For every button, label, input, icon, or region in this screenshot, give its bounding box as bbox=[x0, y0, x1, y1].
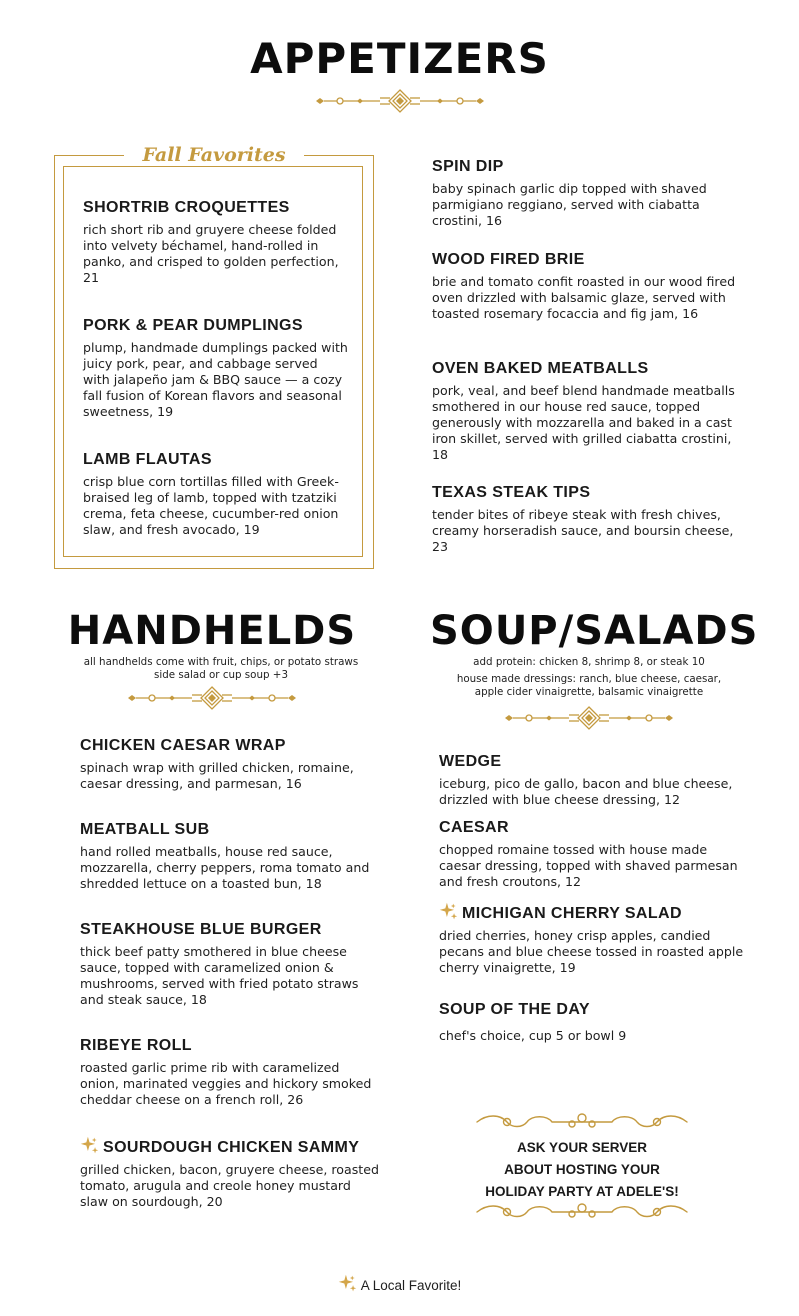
item-title bbox=[80, 1136, 380, 1158]
appetizers-divider-icon bbox=[310, 89, 490, 113]
handhelds-note-upgrade: side salad or cup soup +3 bbox=[153, 669, 288, 681]
item-description: brie and tomato confit roasted in our wood fired oven drizzled with balsamic glaze, served with toasted rosemary focaccia and fig jam, 16 bbox=[432, 274, 736, 321]
sparkle-icon bbox=[338, 1274, 357, 1293]
salad-item-caesar bbox=[439, 818, 744, 890]
item-title-text: SOURDOUGH CHICKEN SAMMY bbox=[103, 1139, 360, 1156]
item-description: chopped romaine tossed with house made caesar dressing, topped with shaved parmesan and fresh croutons, 12 bbox=[439, 842, 738, 889]
item-title: MEATBALL SUB bbox=[80, 821, 210, 838]
item-title: SHORTRIB CROQUETTES bbox=[83, 199, 290, 216]
handheld-item-ribeye-roll bbox=[80, 1036, 380, 1108]
flourish-bottom-icon bbox=[472, 1200, 692, 1224]
item-title: STEAKHOUSE BLUE BURGER bbox=[80, 921, 322, 938]
item-title: WOOD FIRED BRIE bbox=[432, 251, 585, 268]
soups-note-dressings-2: apple cider vinaigrette, balsamic vinaigrette bbox=[474, 686, 704, 698]
item-description: iceburg, pico de gallo, bacon and blue cheese, drizzled with blue cheese dressing, 12 bbox=[439, 776, 733, 807]
item-description: thick beef patty smothered in blue cheese sauce, topped with caramelized onion & mushrooms, served with fried potato straws and steak sauce, 18 bbox=[80, 944, 359, 1007]
item-description: hand rolled meatballs, house red sauce, mozzarella, cherry peppers, roma tomato and shredded lettuce on a toasted bun, 18 bbox=[80, 844, 370, 891]
item-description: tender bites of ribeye steak with fresh chives, creamy horseradish sauce, and boursin cheese, 23 bbox=[432, 507, 734, 554]
fall-favorites-label: Fall Favorites bbox=[124, 144, 304, 166]
appetizer-item-spin-dip bbox=[432, 157, 742, 229]
item-title: SPIN DIP bbox=[432, 158, 504, 175]
soups-note-protein: add protein: chicken 8, shrimp 8, or steak 10 bbox=[473, 656, 705, 668]
handhelds-title: HANDHELDS bbox=[67, 608, 357, 654]
handheld-item-sourdough-sammy bbox=[80, 1136, 380, 1210]
sparkle-icon bbox=[439, 902, 458, 921]
item-description: grilled chicken, bacon, gruyere cheese, roasted tomato, arugula and creole honey mustard slaw on sourdough, 20 bbox=[80, 1162, 379, 1209]
cta-line: ABOUT HOSTING YOUR bbox=[504, 1162, 660, 1177]
soups-divider-icon bbox=[499, 706, 679, 730]
salad-item-wedge bbox=[439, 752, 744, 808]
footer-legend-text: A Local Favorite! bbox=[360, 1278, 462, 1293]
appetizer-item-meatballs bbox=[432, 359, 742, 463]
item-title-text: MICHIGAN CHERRY SALAD bbox=[462, 905, 682, 922]
fall-item-shortrib bbox=[83, 198, 348, 286]
item-title: RIBEYE ROLL bbox=[80, 1037, 192, 1054]
handhelds-divider-icon bbox=[122, 686, 302, 710]
item-description: crisp blue corn tortillas filled with Greek-braised leg of lamb, topped with tzatziki crema, feta cheese, cucumber-red onion slaw, and fresh avocado, 19 bbox=[83, 474, 339, 537]
flourish-top-icon bbox=[472, 1110, 692, 1134]
handheld-item-meatball-sub bbox=[80, 820, 380, 892]
item-title: LAMB FLAUTAS bbox=[83, 451, 212, 468]
handheld-item-blue-burger bbox=[80, 920, 380, 1008]
cta-line: ASK YOUR SERVER bbox=[516, 1140, 648, 1155]
item-title: CAESAR bbox=[439, 819, 509, 836]
item-description: spinach wrap with grilled chicken, romaine, caesar dressing, and parmesan, 16 bbox=[80, 760, 354, 791]
item-description: chef's choice, cup 5 or bowl 9 bbox=[439, 1028, 627, 1043]
cta-line: HOLIDAY PARTY AT ADELE'S! bbox=[485, 1184, 679, 1199]
item-description: roasted garlic prime rib with caramelized onion, marinated veggies and hickory smoked cheddar cheese on a french roll, 26 bbox=[80, 1060, 372, 1107]
handhelds-note-sides: all handhelds come with fruit, chips, or potato straws bbox=[83, 656, 359, 668]
fall-item-dumplings bbox=[83, 316, 348, 420]
appetizer-item-steak-tips bbox=[432, 483, 742, 555]
item-title: WEDGE bbox=[439, 753, 502, 770]
soups-note-dressings: house made dressings: ranch, blue cheese, caesar, bbox=[456, 673, 722, 685]
salad-item-cherry bbox=[439, 902, 744, 976]
sparkle-icon bbox=[80, 1136, 99, 1155]
item-description: dried cherries, honey crisp apples, candied pecans and blue cheese tossed in roasted apple cherry vinaigrette, 19 bbox=[439, 928, 744, 975]
item-title: OVEN BAKED MEATBALLS bbox=[432, 360, 649, 377]
item-title: PORK & PEAR DUMPLINGS bbox=[83, 317, 303, 334]
footer-legend bbox=[0, 1274, 799, 1293]
item-title: SOUP OF THE DAY bbox=[439, 1001, 590, 1018]
appetizers-title: APPETIZERS bbox=[250, 34, 549, 83]
soup-item-of-the-day bbox=[439, 1000, 744, 1044]
item-title bbox=[439, 902, 744, 924]
item-description: rich short rib and gruyere cheese folded into velvety béchamel, hand-rolled in panko, and crisped to golden perfection, 21 bbox=[83, 222, 339, 285]
fall-item-flautas bbox=[83, 450, 348, 538]
appetizer-item-brie bbox=[432, 250, 742, 322]
item-description: plump, handmade dumplings packed with juicy pork, pear, and cabbage served with jalapeño jam & BBQ sauce — a cozy fall fusion of Korean flavors and seasonal sweetness, 19 bbox=[83, 340, 348, 419]
item-title: TEXAS STEAK TIPS bbox=[432, 484, 591, 501]
item-description: baby spinach garlic dip topped with shaved parmigiano reggiano, served with ciabatta crostini, 16 bbox=[432, 181, 707, 228]
handheld-item-caesar-wrap bbox=[80, 736, 380, 792]
holiday-cta bbox=[452, 1137, 712, 1203]
item-title: CHICKEN CAESAR WRAP bbox=[80, 737, 286, 754]
soups-title: SOUP/SALADS bbox=[430, 608, 759, 654]
item-description: pork, veal, and beef blend handmade meatballs smothered in our house red sauce, topped generously with mozzarella and baked in a cast iron skillet, served with grilled ciabatta crostini, 18 bbox=[432, 383, 735, 462]
